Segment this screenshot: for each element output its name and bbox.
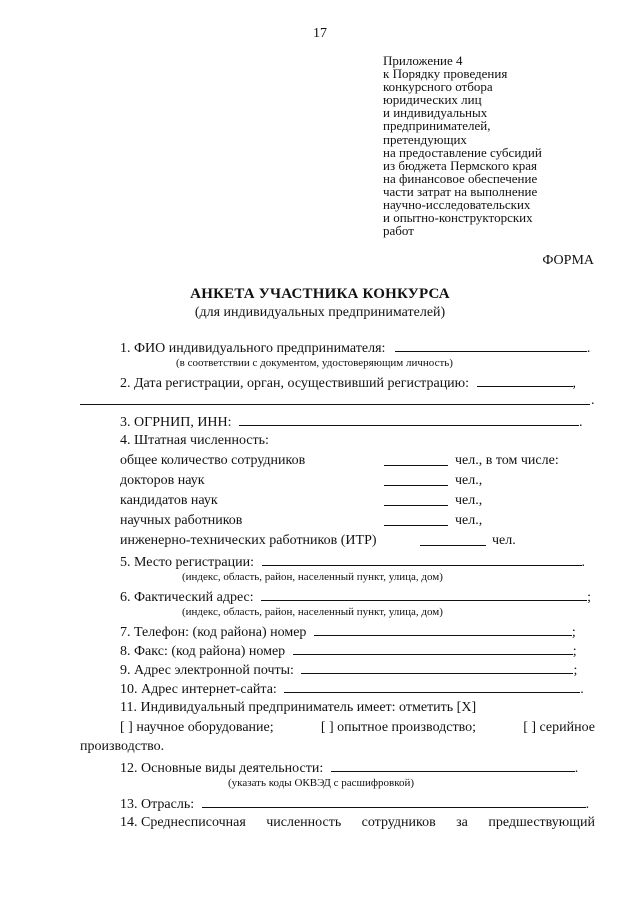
appendix-line: на предоставление субсидий xyxy=(383,144,542,160)
appendix-line: и индивидуальных xyxy=(383,105,488,121)
field-8-label: 8. Факс: (код района) номер xyxy=(120,644,286,659)
field-10-row xyxy=(120,679,584,697)
field-5-input[interactable] xyxy=(262,552,582,566)
appendix-line: работ xyxy=(383,223,414,239)
field-14-row xyxy=(120,814,595,832)
field-5-hint: (индекс, область, район, населенный пункт, улица, дом) xyxy=(182,571,443,583)
document-subtitle: (для индивидуальных предпринимателей) xyxy=(194,305,446,320)
punct: ; xyxy=(572,644,577,659)
field-11-label: 11. Индивидуальный предприниматель имеет: отметить [Х] xyxy=(120,700,477,715)
staff-row-label: докторов наук xyxy=(120,473,205,488)
field-14-word: численность xyxy=(266,815,342,830)
field-9-label: 9. Адрес электронной почты: xyxy=(120,663,294,678)
appendix-line: части затрат на выполнение xyxy=(383,183,538,199)
field-6-hint: (индекс, область, район, населенный пункт, улица, дом) xyxy=(182,606,443,618)
appendix-line: к Порядку проведения xyxy=(383,66,508,82)
staff-researchers-input[interactable] xyxy=(384,525,448,526)
field-8-input[interactable] xyxy=(293,641,573,655)
punct: . xyxy=(586,341,591,356)
checkbox-serial-production[interactable]: [ ] серийное xyxy=(523,720,595,735)
field-6-row xyxy=(120,587,591,605)
appendix-line: научно-исследовательских xyxy=(383,197,531,213)
field-9-row xyxy=(120,660,577,678)
appendix-line: Приложение 4 xyxy=(383,53,463,68)
checkbox-pilot-production[interactable]: [ ] опытное производство; xyxy=(320,720,477,735)
field-14-word: предшествующий xyxy=(488,815,596,830)
field-7-row xyxy=(120,622,576,640)
checkbox-scientific-equipment[interactable]: [ ] научное оборудование; xyxy=(120,720,274,735)
staff-engineers-input[interactable] xyxy=(420,545,486,546)
field-5-label: 5. Место регистрации: xyxy=(120,555,255,570)
field-12-row xyxy=(120,758,578,776)
staff-row-unit: чел., в том числе: xyxy=(455,453,559,468)
field-12-input[interactable] xyxy=(331,758,575,772)
field-9-input[interactable] xyxy=(301,660,573,674)
punct: ; xyxy=(587,590,591,605)
appendix-line: и опытно-конструкторских xyxy=(383,210,533,226)
staff-candidates-input[interactable] xyxy=(384,505,448,506)
staff-row-label: кандидатов наук xyxy=(120,493,218,508)
field-1-label: 1. ФИО индивидуального предпринимателя: xyxy=(120,341,386,356)
field-11-continuation: производство. xyxy=(80,739,165,754)
punct: , xyxy=(572,376,577,391)
field-12-hint: (указать коды ОКВЭД с расшифровкой) xyxy=(228,777,415,789)
staff-row-unit: чел., xyxy=(455,513,483,528)
field-7-input[interactable] xyxy=(314,622,572,636)
field-13-label: 13. Отрасль: xyxy=(120,797,195,812)
field-6-input[interactable] xyxy=(261,587,587,601)
staff-row-label: инженерно-технических работников (ИТР) xyxy=(120,533,377,548)
appendix-line: из бюджета Пермского края xyxy=(383,157,538,173)
field-1-hint: (в соответствии с документом, удостоверяющим личность) xyxy=(176,357,453,369)
punct: ; xyxy=(573,663,578,678)
staff-doctors-input[interactable] xyxy=(384,485,448,486)
document-title: АНКЕТА УЧАСТНИКА КОНКУРСА xyxy=(190,286,450,302)
appendix-line: конкурсного отбора xyxy=(383,79,493,95)
field-3-row xyxy=(120,412,583,430)
appendix-line: предпринимателей, xyxy=(383,118,491,134)
punct: . xyxy=(591,393,595,408)
punct: . xyxy=(585,797,590,812)
field-4-label: 4. Штатная численность: xyxy=(120,433,269,448)
field-13-row xyxy=(120,794,589,812)
staff-row-unit: чел., xyxy=(455,493,483,508)
punct: . xyxy=(580,682,584,697)
field-12-label: 12. Основные виды деятельности: xyxy=(120,761,324,776)
field-13-input[interactable] xyxy=(202,794,586,808)
field-1-input[interactable] xyxy=(395,338,587,352)
appendix-line: на финансовое обеспечение xyxy=(383,170,538,186)
staff-row-label: общее количество сотрудников xyxy=(120,453,306,468)
field-2-label: 2. Дата регистрации, орган, осуществивший регистрацию: xyxy=(120,376,470,391)
appendix-line: претендующих xyxy=(383,131,467,147)
field-2-input[interactable] xyxy=(477,373,573,387)
staff-total-input[interactable] xyxy=(384,465,448,466)
field-3-input[interactable] xyxy=(239,412,579,426)
field-10-label: 10. Адрес интернет-сайта: xyxy=(120,682,277,697)
punct: . xyxy=(579,415,583,430)
field-2-input-line[interactable] xyxy=(80,404,590,405)
staff-row-label: научных работников xyxy=(120,513,243,528)
field-14-word: за xyxy=(456,815,468,830)
staff-row-unit: чел., xyxy=(455,473,483,488)
field-8-row xyxy=(120,641,577,659)
field-1-row xyxy=(120,338,590,356)
field-2-row xyxy=(120,373,576,391)
punct: . xyxy=(574,761,579,776)
punct: . xyxy=(581,555,586,570)
field-14-word: сотрудников xyxy=(361,815,436,830)
field-5-row xyxy=(120,552,585,570)
punct: ; xyxy=(571,625,576,640)
field-6-label: 6. Фактический адрес: xyxy=(120,590,254,605)
appendix-block xyxy=(383,54,542,237)
page-number: 17 xyxy=(313,26,327,41)
appendix-line: юридических лиц xyxy=(383,92,482,108)
field-3-label: 3. ОГРНИП, ИНН: xyxy=(120,415,232,430)
form-label: ФОРМА xyxy=(542,253,594,268)
field-11-options xyxy=(80,719,595,737)
field-14-word: 14. Среднесписочная xyxy=(120,815,246,830)
staff-row-unit: чел. xyxy=(492,533,516,548)
field-10-input[interactable] xyxy=(284,679,580,693)
field-7-label: 7. Телефон: (код района) номер xyxy=(120,625,307,640)
